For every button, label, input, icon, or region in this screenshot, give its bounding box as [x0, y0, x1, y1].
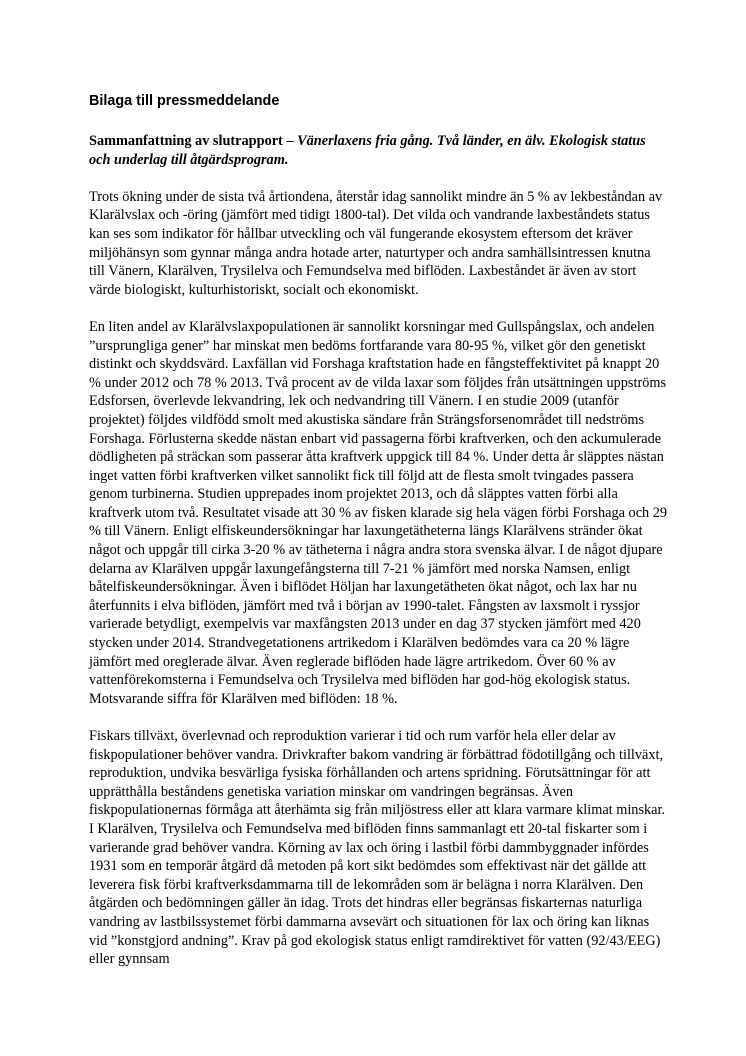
summary-title — [89, 132, 669, 169]
document-page — [89, 92, 669, 987]
document-heading: Bilaga till pressmeddelande — [89, 93, 280, 109]
summary-report-title: Vänerlaxens fria gång. Två länder, en älv. Ekologisk status och underlag till åtgärdsprogram. — [89, 133, 646, 168]
paragraph-1: Trots ökning under de sista två årtiondena, återstår idag sannolikt mindre än 5 % av lekbeståndan av Klarälvslax och -öring (jämfört med tidigt 1800-tal). Det vilda och vandrande laxbeståndets status kan ses som indikator för hållbar utveckling och väl fungerande ekosystem eftersom det kräver miljöhänsyn som gynnar många andra hotade arter, naturtyper och andra samhällsintressen knutna till Vänern, Klarälven, Trysilelva och Femundselva med biflöden. Laxbeståndet är även av stort värde biologiskt, kulturhistoriskt, socialt och ekonomiskt. — [89, 188, 663, 298]
paragraph-2: En liten andel av Klarälvslaxpopulationen är sannolikt korsningar med Gullspångslax, och andelen ”ursprungliga gener” har minskat men bedöms fortfarande vara 80-95 %, vilket gör den genetiskt distinkt och skyddsvärd. Laxfällan vid Forshaga kraftstation hade en fångsteffektivitet på knappt 20 % under 2012 och 78 % 2013. Två procent av de vilda laxar som följdes från utsättningen uppströms Edsforsen, överlevde lekvandring, lek och nedvandring till Vänern. I en studie 2009 (utanför projektet) följdes vildfödd smolt med akustiska sändare från Strängsforsenområdet till nedströms Forshaga. Förlusterna skedde nästan enbart vid passagerna förbi kraftverken, och den ackumulerade dödligheten på sträckan som passerar åtta kraftverk uppgick till 84 %. Under detta år släpptes nästan inget vatten förbi kraftverken vilket sannolikt fick till följd att de flesta smolt tvingades passera genom turbinerna. Studien upprepades inom projektet 2013, och då släpptes vatten förbi alla kraftverk utom två. Resultatet visade att 30 % av fisken klarade sig hela vägen förbi Forshaga och 29 % till Vänern. Enligt elfiskeundersökningar har laxungetätheterna längs Klarälvens stränder ökat något och uppgår till cirka 3-20 % av tätheterna i några andra stora svenska älvar. I de något djupare delarna av Klarälven uppgår laxungefångsterna till 7-21 % jämfört med norska Namsen, enligt båtelfiskeundersökningar. Även i biflödet Höljan har laxungetätheten ökat något, och lax har nu återfunnits i elva biflöden, jämfört med två i början av 1990-talet. Fångsten av laxsmolt i ryssjor varierade betydligt, exempelvis var maxfångsten 2013 under en dag 37 stycken jämfört med 420 stycken under 2014. Strandvegetationens artrikedom i Klarälven bedömdes vara ca 20 % lägre jämfört med oreglerade älvar. Även reglerade biflöden hade lägre artrikedom. Över 60 % av vattenförekomsterna i Femundselva och Trysilelva med biflöden har god-hög ekologisk status. Motsvarande siffra för Klarälven med biflöden: 18 %. — [89, 318, 668, 707]
paragraph-3: Fiskars tillväxt, överlevnad och reproduktion varierar i tid och rum varför hela eller delar av fiskpopulationer behöver vandra. Drivkrafter bakom vandring är förbättrad födotillgång och tillväxt, reproduktion, undvika besvärliga fysiska förhållanden och artens spridning. Förutsättningar för att upprätthålla beståndens genetiska variation minskar om vandringen begränsas. Även fiskpopulationernas förmåga att återhämta sig från miljöstress eller att klara varmare klimat minskar. I Klarälven, Trysilelva och Femundselva med biflöden finns sammanlagt ett 20-tal fiskarter som i varierande grad behöver vandra. Körning av lax och öring i lastbil förbi dammbyggnader infördes 1931 som en temporär åtgärd då metoden på kort sikt bedömdes som effektivast när det gällde att leverera fisk förbi kraftverksdammarna till de lekområden som är belägna i norra Klarälven. Den åtgärden och bedömningen gäller än idag. Trots det hindras eller begränsas fiskarternas naturliga vandring av lastbilssystemet förbi dammarna avsevärt och situationen för lax och öring kan liknas vid ”konstgjord andning”. Krav på god ekologisk status enligt ramdirektivet för vatten (92/43/EEG) eller gynnsam — [89, 728, 666, 968]
summary-lead: Sammanfattning av slutrapport – — [89, 133, 294, 149]
